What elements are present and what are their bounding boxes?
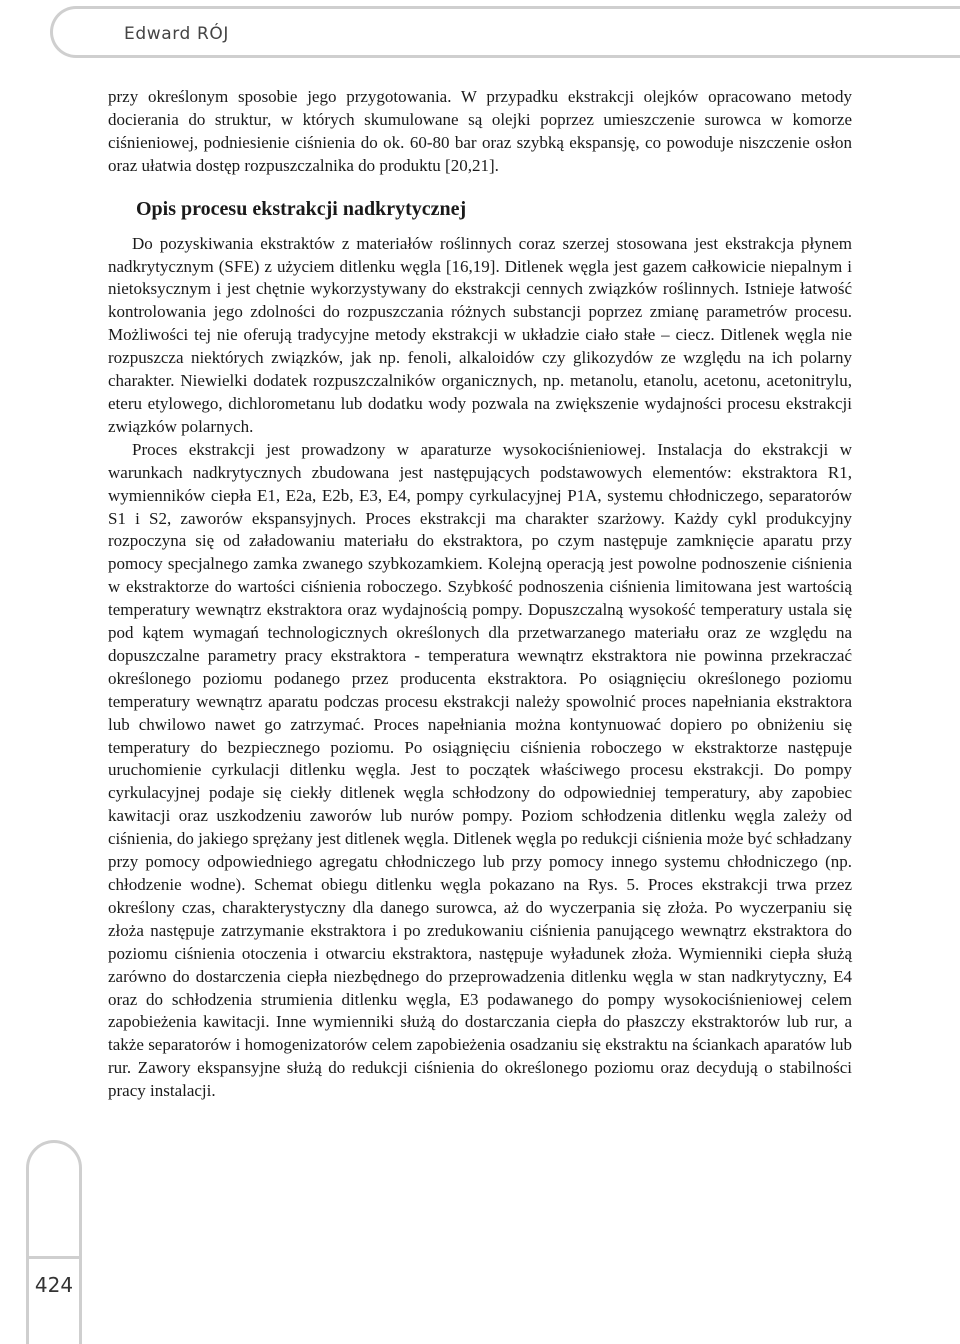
body-paragraph-1: Do pozyskiwania ekstraktów z materiałów roślinnych coraz szerzej stosowana jest ekstrakcja płynem nadkrytycznym (SFE) z użyciem ditlenku węgla [16,19]. Ditlenek węgla jest gazem całkowicie niepalnym i nietoksycznym i jest chętnie wykorzystywany do ekstrakcji cennych związków roślinnych. Istnieje łatwość kontrolowania jego zdolności do rozpuszczania różnych substancji poprzez zmianę parametrów procesu. Możliwości tej nie oferują tradycyjne metody ekstrakcji w układzie ciało stałe – ciecz. Ditlenek węgla nie rozpuszcza niektórych związków, jak np. fenoli, alkaloidów czy glikozydów ze względu na ich polarny charakter. Niewielki dodatek rozpuszczalników organicznych, np. metanolu, etanolu, acetonu, acetonitrylu, eteru etylowego, dichlorometanu lub dodatku wody pozwala na zwiększenie wydajności procesu ekstrakcji związków polarnych. [108, 233, 852, 436]
page-number-divider [26, 1256, 82, 1259]
page-number-frame [26, 1140, 82, 1344]
body-paragraph-2: Proces ekstrakcji jest prowadzony w aparaturze wysokociśnieniowej. Instalacja do ekstrakcji w warunkach nadkrytycznych zbudowana jest następujących podstawowych elementów: ekstraktora R1, wymienników ciepła E1, E2a, E2b, E3, E4, pompy cyrkulacyjnej P1A, systemu chłodniczego, separatorów S1 i S2, zaworów ekspansyjnych. Proces ekstrakcji ma charakter szarżowy. Każdy cykl produkcyjny rozpoczyna się od załadowaniu materiału do ekstraktora, po czym następuje zamknięcie aparatu przy pomocy specjalnego zamka zwanego szybkozamkiem. Kolejną operacją jest powolne podnoszenie ciśnienia w ekstraktorze do wartości ciśnienia roboczego. Szybkość podnoszenia ciśnienia limitowana jest wartością temperatury wewnątrz ekstraktora oraz wydajnością pompy. Dopuszczalną wysokość temperatury ustala się pod kątem wymagań technologicznych określonych dla przetwarzanego materiału oraz ze względu na dopuszczalne parametry pracy ekstraktora - temperatura wewnątrz ekstraktora nie powinna przekraczać określonego poziomu podanego przez producenta ekstraktora. Po osiągnięciu określonego poziomu temperatury wewnątrz aparatu podczas procesu ekstrakcji należy spowolnić proces napełniania ekstraktora lub chwilowo nawet go zatrzymać. Proces napełniania można kontynuować dopiero po obniżeniu się temperatury do bezpiecznego poziomu. Po osiągnięciu ciśnienia roboczego w ekstraktorze następuje uruchomienie cyrkulacji ditlenku węgla. Jest to początek właściwego procesu ekstrakcji. Do pompy cyrkulacyjnej podaje się ciekły ditlenek węgla schłodzony do odpowiedniej temperatury, aby zapobiec kawitacji oraz uszkodzeniu zaworów lub nurów pompy. Poziom schłodzenia ditlenku węgla zależy od ciśnienia, do jakiego sprężany jest ditlenek węgla. Ditlenek węgla po redukcji ciśnienia może być schładzany przy pomocy odpowiedniego agregatu chłodniczego lub przy pomocy innego systemu chłodniczego (np. chłodzenie wodne). Schemat obiegu ditlenku węgla pokazano na Rys. 5. Proces ekstrakcji trwa przez określony czas, charakterystyczny dla danego surowca, aż do wyczerpania się złoża. Po wyczerpaniu się złoża następuje zatrzymanie ekstraktora i po zredukowaniu ciśnienia panującego wewnątrz ekstraktora do poziomu ciśnienia otoczenia i otwarciu ekstraktora, następuje wyładunek złoża. Wymienniki ciepła służą zarówno do dostarczenia ciepła niezbędnego do przeprowadzenia ditlenku węgla w stan nadkrytyczny, E4 oraz do schłodzenia strumienia ditlenku węgla, E3 podawanego do pompy wysokociśnieniowej celem zapobieżenia kawitacji. Inne wymienniki służą do dostarczania ciepła do płaszczy ekstraktorów lub rur, a także separatorów i homogenizatorów celem zapobieżenia osadzaniu się ekstraktu na ściankach aparatów lub rur. Zawory ekspansyjne służą do redukcji ciśnienia do określonego poziomu oraz decydują o stabilności pracy instalacji. [108, 439, 852, 1101]
section-heading: Opis procesu ekstrakcji nadkrytycznej [136, 197, 467, 220]
page-body [108, 86, 852, 1103]
running-header-author: Edward RÓJ [124, 24, 229, 44]
intro-paragraph: przy określonym sposobie jego przygotowania. W przypadku ekstrakcji olejków opracowano metody docierania do struktur, w których skumulowane są olejki poprzez umieszczenie surowca w komorze ciśnieniowej, podniesienie ciśnienia do ok. 60-80 bar oraz szybką ekspansję, co powoduje niszczenie osłon oraz ułatwia dostęp rozpuszczalnika do produktu [20,21]. [108, 87, 852, 175]
page-number: 424 [34, 1273, 74, 1297]
